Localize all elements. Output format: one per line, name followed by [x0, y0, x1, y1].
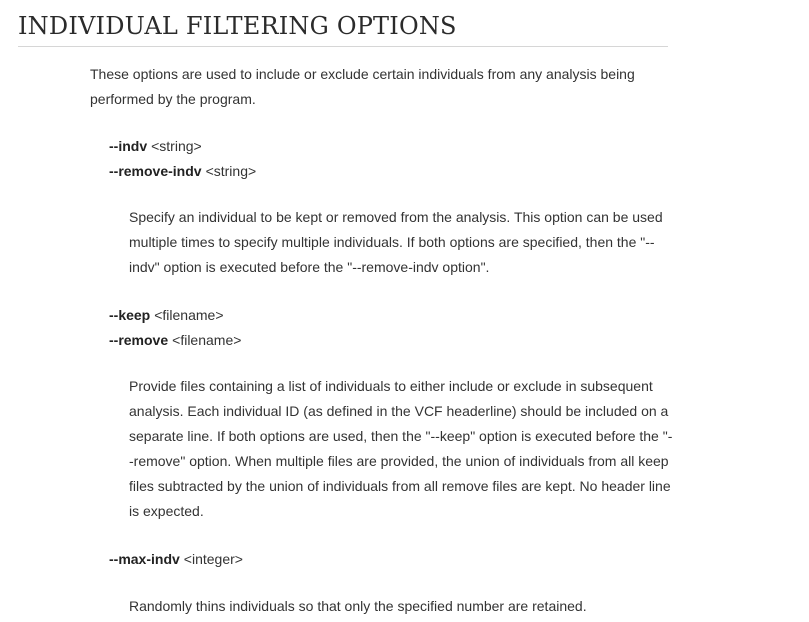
option-keep: [109, 303, 224, 328]
option-argument: <string>: [205, 163, 257, 179]
option-name: --max-indv: [109, 551, 180, 567]
option-argument: <integer>: [183, 551, 243, 567]
option-description: Provide files containing a list of individuals to either include or exclude in subsequent analysis. Each individual ID (as defined in the VCF headerline) should be included on a separate line. If both options are used, then the "--keep" option is executed before the "--remove" option. When multiple files are provided, the union of individuals from all keep files subtracted by the union of individuals from all remove files are kept. No header line is expected.: [129, 378, 673, 519]
section-title: INDIVIDUAL FILTERING OPTIONS: [18, 12, 457, 40]
option-name: --remove: [109, 332, 169, 348]
intro-paragraph: These options are used to include or exclude certain individuals from any analysis being performed by the program.: [90, 66, 635, 107]
option-argument: <filename>: [154, 307, 224, 323]
option-argument: <string>: [151, 138, 202, 154]
option-description: Specify an individual to be kept or removed from the analysis. This option can be used multiple times to specify multiple individuals. If both options are specified, then the "--indv" option is executed before the "--remove-indv option".: [129, 209, 663, 275]
option-remove: [109, 328, 241, 353]
option-name: --indv: [109, 138, 148, 154]
option-max-indv: [109, 547, 243, 572]
option-indv: [109, 134, 202, 159]
title-divider: [18, 46, 668, 47]
option-description: Randomly thins individuals so that only the specified number are retained.: [129, 598, 587, 614]
option-remove-indv: [109, 159, 256, 184]
option-argument: <filename>: [172, 332, 242, 348]
option-name: --keep: [109, 307, 151, 323]
option-name: --remove-indv: [109, 163, 202, 179]
